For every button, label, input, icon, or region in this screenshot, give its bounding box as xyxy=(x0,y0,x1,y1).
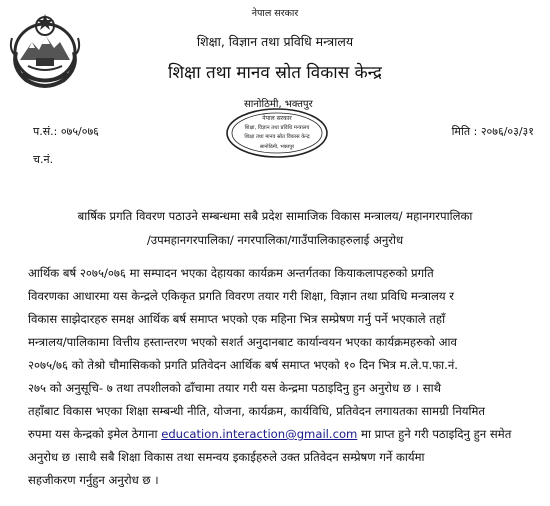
body-line-4: मन्त्रालय/पालिकामा वित्तीय हस्तान्तरण भएको सशर्त अनुदानबाट कार्यान्वयन भएका कार्यक्रमहरुको आव xyxy=(28,335,457,349)
dispatch-number: च.नं. xyxy=(33,153,54,166)
body-line-7: तहाँबाट विकास भएका शिक्षा सम्बन्धी नीति, योजना, कार्यक्रम, कार्यविधि, प्रतिवेदन लगायतका सामग्री नियमित xyxy=(28,404,486,418)
stamp-line-2: शिक्षा, विज्ञान तथा प्रविधि मन्त्रालय xyxy=(244,125,310,131)
government-label: नेपाल सरकार xyxy=(251,8,299,19)
body-line-6: २७५ को अनुसूचि- ७ तथा तपशीलको ढाँचामा तयार गरी यस केन्द्रमा पठाइदिनु हुन अनुरोध छ । साथै xyxy=(28,381,441,395)
ministry-name: शिक्षा, विज्ञान तथा प्रविधि मन्त्रालय xyxy=(196,34,354,49)
letter-date: मिति : २०७६/०३/३१ xyxy=(451,125,534,138)
body-line-9: अनुरोध छ ।साथै सबै शिक्षा विकास तथा समन्वय इकाईहरुले उक्त प्रतिवेदन सम्प्रेषण गर्ने कार्यमा xyxy=(28,450,425,464)
email-link[interactable]: education.interaction@gmail.com xyxy=(161,427,358,441)
body-line-8-prefix: रुपमा यस केन्द्रको इमेल ठेगाना xyxy=(28,427,158,441)
body-line-8-suffix: मा प्राप्त हुने गरी पठाइदिनु हुन समेत xyxy=(361,427,512,441)
office-stamp xyxy=(218,104,336,162)
body-line-2: विवरणका आधारमा यस केन्द्रले एकिकृत प्रगति विवरण तयार गरी शिक्षा, विज्ञान तथा प्रविधि मन्त्रालय र xyxy=(28,289,455,303)
stamp-line-3: शिक्षा तथा मानव स्रोत विकास केन्द्र xyxy=(244,134,310,140)
body-line-10: सहजीकरण गर्नुहुन अनुरोध छ । xyxy=(28,473,159,487)
stamp-line-1: नेपाल सरकार xyxy=(262,115,292,122)
subject-line-2: /उपमहानगरपालिका/ नगरपालिका/गाउँपालिकाहरुलाई अनुरोध xyxy=(146,233,404,247)
center-name: शिक्षा तथा मानव स्रोत विकास केन्द्र xyxy=(168,63,382,83)
letter-number: प.सं.: ०७५/०७६ xyxy=(33,125,99,138)
body-line-1: आर्थिक बर्ष २०७५/०७६ मा सम्पादन भएका देहायका कार्यक्रम अन्तर्गतका कियाकलापहरुको प्रगति xyxy=(28,266,434,280)
center-address: सानोठिमी, भक्तपुर xyxy=(244,99,313,110)
body-line-5: २०७५/७६ को तेश्रो चौमासिकको प्रगति प्रतिवेदन आर्थिक बर्ष समाप्त भएको १० दिन भित्र म.ले.प.फा.नं. xyxy=(28,358,458,372)
stamp-line-4: सानोठिमी, भक्तपुर xyxy=(259,144,295,150)
body-line-3: विकास साझेदारहरु समक्ष आर्थिक बर्ष समाप्त भएको एक महिना भित्र सम्प्रेषण गर्नु पर्ने भएकाले तहाँ xyxy=(28,312,446,326)
subject-line-1: बार्षिक प्रगति विवरण पठाउने सम्बन्धमा सबै प्रदेश सामाजिक विकास मन्त्रालय/ महानगरपालिका xyxy=(77,209,473,223)
body-line-8 xyxy=(28,427,537,442)
